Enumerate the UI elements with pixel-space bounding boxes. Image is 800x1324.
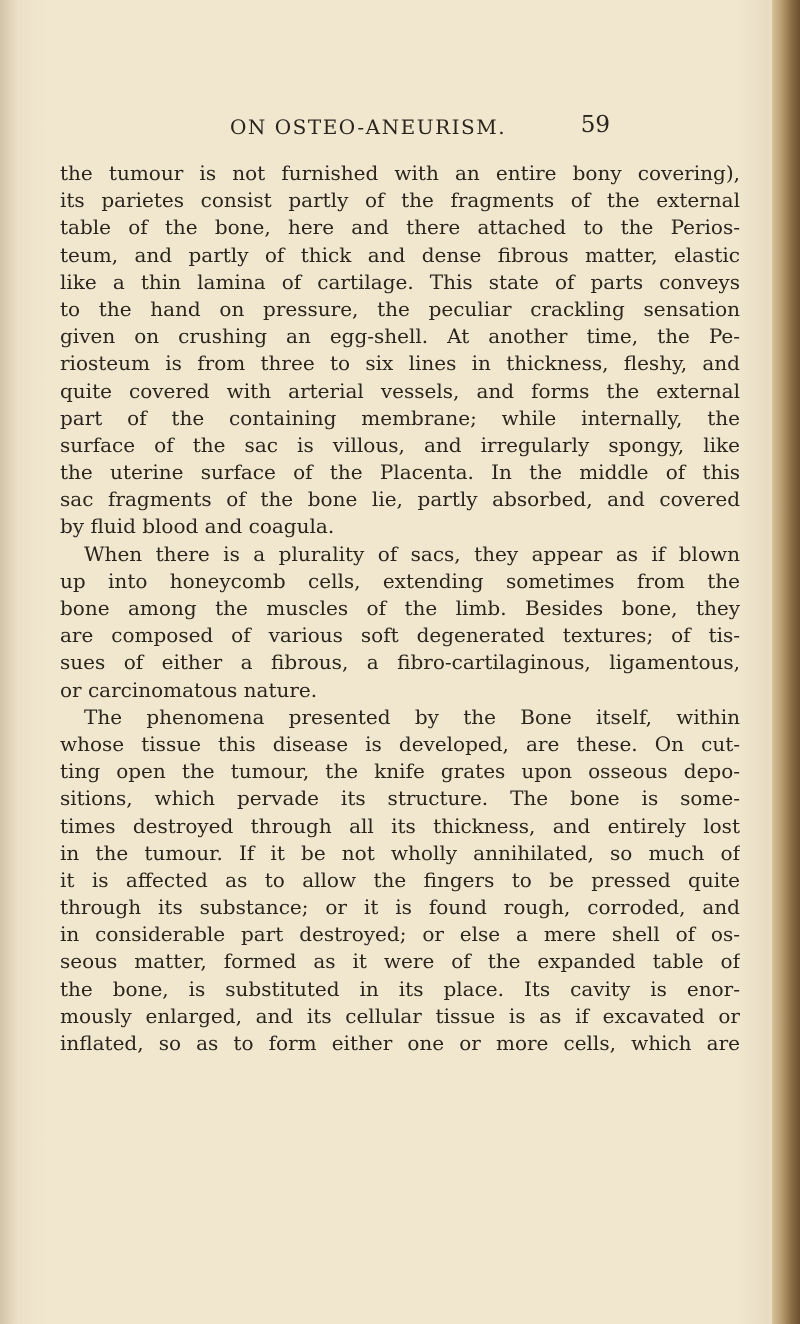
text-line: quite covered with arterial vessels, and forms the external: [60, 378, 740, 403]
text-line: its parietes consist partly of the fragments of the external: [60, 188, 740, 213]
text-line: The phenomena presented by the Bone itself, within: [84, 704, 740, 729]
text-line: riosteum is from three to six lines in thickness, fleshy, and: [60, 351, 740, 376]
text-line: sitions, which pervade its structure. The bone is some-: [60, 786, 740, 811]
running-title: ON OSTEO-ANEURISM.: [230, 115, 507, 139]
page-number: 59: [580, 112, 610, 138]
text-line: like a thin lamina of cartilage. This state of parts conveys: [60, 269, 740, 294]
text-line: the uterine surface of the Placenta. In the middle of this: [60, 460, 740, 485]
left-page-edge: [0, 0, 18, 1324]
text-line: in considerable part destroyed; or else a mere shell of os-: [60, 922, 740, 947]
text-line: up into honeycomb cells, extending sometimes from the: [60, 568, 740, 593]
text-line: through its substance; or it is found rough, corroded, and: [60, 895, 740, 920]
text-line: sues of either a fibrous, a fibro-cartilaginous, ligamentous,: [60, 650, 740, 675]
text-line: the bone, is substituted in its place. Its cavity is enor-: [60, 976, 740, 1001]
text-line: mously enlarged, and its cellular tissue is as if excavated or: [60, 1003, 740, 1028]
text-line: given on crushing an egg-shell. At another time, the Pe-: [60, 324, 740, 349]
text-line: whose tissue this disease is developed, are these. On cut-: [60, 731, 740, 756]
text-line: are composed of various soft degenerated textures; of tis-: [60, 623, 740, 648]
text-line: teum, and partly of thick and dense fibrous matter, elastic: [60, 242, 740, 267]
text-line: table of the bone, here and there attached to the Perios-: [60, 215, 740, 240]
text-line: by fluid blood and coagula.: [60, 514, 335, 539]
text-line: surface of the sac is villous, and irregularly spongy, like: [60, 432, 740, 457]
text-line: sac fragments of the bone lie, partly absorbed, and covered: [60, 487, 740, 512]
running-header: [230, 112, 610, 145]
text-line: seous matter, formed as it were of the expanded table of: [60, 949, 740, 974]
text-line: it is affected as to allow the fingers to be pressed quite: [60, 867, 740, 892]
text-line: the tumour is not furnished with an entire bony covering),: [60, 161, 740, 185]
text-line: in the tumour. If it be not wholly annihilated, so much of: [60, 840, 740, 865]
text-line: inflated, so as to form either one or more cells, which are: [60, 1031, 740, 1055]
text-line: part of the containing membrane; while internally, the: [60, 405, 740, 430]
text-line: bone among the muscles of the limb. Besides bone, they: [60, 596, 740, 620]
text-line: or carcinomatous nature.: [60, 677, 318, 702]
text-line: to the hand on pressure, the peculiar crackling sensation: [60, 296, 740, 321]
text-line: times destroyed through all its thickness, and entirely lost: [60, 813, 740, 838]
text-line: When there is a plurality of sacs, they appear as if blown: [84, 541, 740, 566]
body-text: [60, 160, 740, 1057]
book-binding-edge: [772, 0, 800, 1324]
text-line: ting open the tumour, the knife grates upon osseous depo-: [60, 759, 740, 784]
